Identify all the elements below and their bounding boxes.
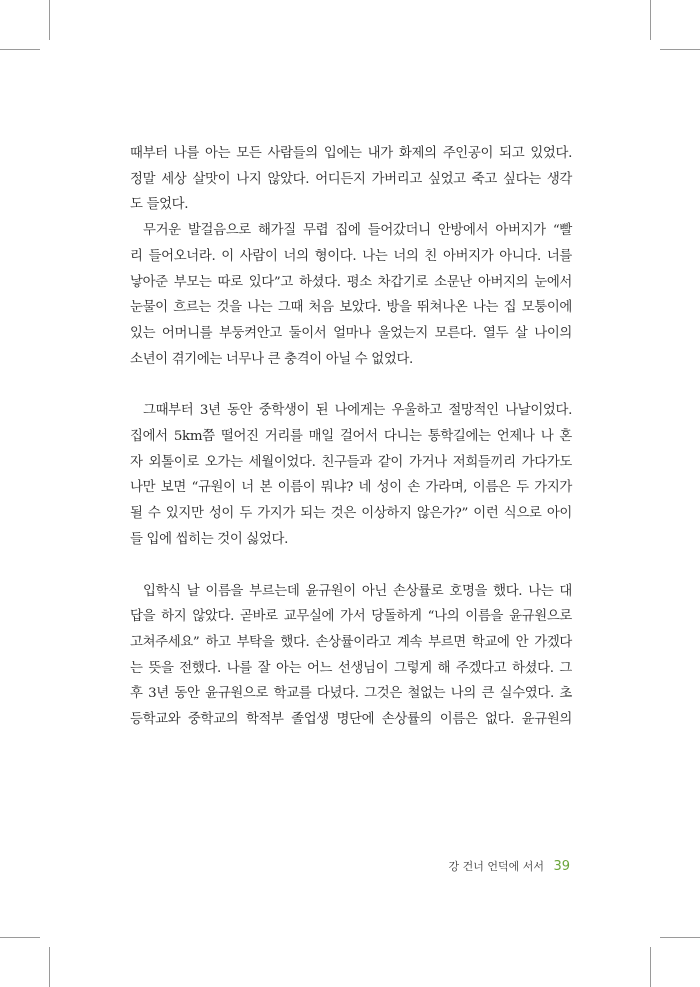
- crop-mark-top-left-horizontal: [0, 49, 40, 50]
- crop-mark-bottom-right-horizontal: [660, 937, 700, 938]
- text-line: 눈물이 흐르는 것을 나는 그때 처음 보았다. 방을 뛰쳐나온 나는 집 모퉁이에: [130, 300, 572, 316]
- text-line: 는 뜻을 전했다. 나를 잘 아는 어느 선생님이 그렇게 해 주겠다고 하셨다. 그: [130, 660, 572, 676]
- text-line: 될 수 있지만 성이 두 가지가 되는 것은 이상하지 않은가?” 이런 식으로 아이: [130, 506, 572, 522]
- text-line: 때부터 나를 아는 모든 사람들의 입에는 내가 화제의 주인공이 되고 있었다.: [130, 146, 572, 161]
- page-footer: [448, 858, 570, 874]
- text-line: 입학식 날 이름을 부르는데 윤규원이 아닌 손상률로 호명을 했다. 나는 대: [143, 583, 572, 599]
- text-line: 도 들었다.: [130, 197, 189, 213]
- running-title: 강 건너 언덕에 서서: [448, 860, 544, 873]
- paragraph-1: [130, 141, 572, 218]
- text-line: 들 입에 씹히는 것이 싫었다.: [130, 531, 288, 547]
- text-line: 정말 세상 살맛이 나지 않았다. 어디든지 가버리고 싶었고 죽고 싶다는 생각: [130, 171, 572, 187]
- text-line: 있는 어머니를 부둥켜안고 둘이서 얼마나 울었는지 모른다. 열두 살 나이의: [130, 325, 572, 341]
- text-line: 집에서 5km쯤 떨어진 거리를 매일 걸어서 다니는 통학길에는 언제나 나 혼: [130, 429, 572, 445]
- text-line: 등학교와 중학교의 학적부 졸업생 명단에 손상률의 이름은 없다. 윤규원의: [130, 712, 572, 728]
- text-line: 자 외톨이로 오가는 세월이었다. 친구들과 같이 가거나 저희들끼리 가다가도: [130, 454, 572, 470]
- page-body: [130, 141, 572, 733]
- text-line: 리 들어오너라. 이 사람이 너의 형이다. 나는 너의 친 아버지가 아니다. 너를: [130, 248, 572, 264]
- crop-mark-bottom-right-vertical: [650, 947, 651, 987]
- text-line: 답을 하지 않았다. 곧바로 교무실에 가서 당돌하게 “나의 이름을 윤규원으로: [130, 609, 572, 625]
- crop-mark-top-left-vertical: [49, 0, 50, 40]
- paragraph-2: [130, 218, 572, 372]
- text-line: 낳아준 부모는 따로 있다”고 하셨다. 평소 차갑기로 소문난 아버지의 눈에서: [130, 274, 572, 290]
- text-line: 고쳐주세요” 하고 부탁을 했다. 손상률이라고 계속 부르면 학교에 안 가겠다: [130, 634, 572, 650]
- text-line: 무거운 발걸음으로 해가질 무렵 집에 들어갔더니 안방에서 아버지가 “빨: [143, 223, 572, 239]
- crop-mark-bottom-left-vertical: [49, 947, 50, 987]
- crop-mark-top-right-horizontal: [660, 49, 700, 50]
- crop-mark-bottom-left-horizontal: [0, 937, 40, 938]
- page-number: 39: [553, 859, 570, 874]
- crop-mark-top-right-vertical: [650, 0, 651, 40]
- text-line: 후 3년 동안 윤규원으로 학교를 다녔다. 그것은 철없는 나의 큰 실수였다. 초: [130, 686, 572, 702]
- text-line: 그때부터 3년 동안 중학생이 된 나에게는 우울하고 절망적인 나날이었다.: [143, 403, 572, 419]
- text-line: 나만 보면 “규원이 너 본 이름이 뭐냐? 네 성이 손 가라며, 이름은 두 가지가: [130, 480, 572, 496]
- paragraph-3: [130, 398, 572, 552]
- text-line: 소년이 겪기에는 너무나 큰 충격이 아닐 수 없었다.: [130, 351, 413, 367]
- paragraph-4: [130, 579, 572, 733]
